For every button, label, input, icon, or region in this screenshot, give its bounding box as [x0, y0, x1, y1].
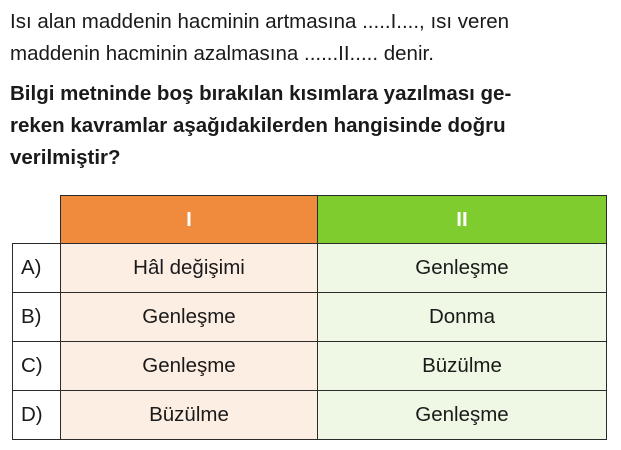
question-prompt [10, 78, 615, 174]
header-blank-cell [13, 196, 61, 244]
option-c-col-i: Genleşme [61, 342, 318, 391]
table-row[interactable] [13, 391, 607, 440]
table-row[interactable] [13, 293, 607, 342]
table-header-row [13, 196, 607, 244]
answer-options-table-wrapper [12, 195, 606, 440]
option-c-col-ii: Büzülme [318, 342, 607, 391]
question-stem [10, 6, 615, 70]
option-letter-b[interactable]: B) [13, 293, 61, 342]
prompt-line-2: reken kavramlar aşağıdakilerden hangisinde doğru [10, 114, 506, 137]
option-b-col-i: Genleşme [61, 293, 318, 342]
question-text [10, 6, 615, 174]
answer-options-table [12, 195, 607, 440]
prompt-line-1: Bilgi metninde boş bırakılan kısımlara yazılması ge- [10, 82, 512, 105]
header-col-ii: II [318, 196, 607, 244]
option-b-col-ii: Donma [318, 293, 607, 342]
option-letter-d[interactable]: D) [13, 391, 61, 440]
prompt-line-3: verilmiştir? [10, 146, 121, 169]
option-a-col-i: Hâl değişimi [61, 244, 318, 293]
stem-line-2: maddenin hacminin azalmasına ......II..... denir. [10, 42, 434, 65]
header-col-i: I [61, 196, 318, 244]
option-a-col-ii: Genleşme [318, 244, 607, 293]
option-d-col-ii: Genleşme [318, 391, 607, 440]
table-row[interactable] [13, 244, 607, 293]
option-letter-a[interactable]: A) [13, 244, 61, 293]
option-letter-c[interactable]: C) [13, 342, 61, 391]
option-d-col-i: Büzülme [61, 391, 318, 440]
table-row[interactable] [13, 342, 607, 391]
stem-line-1: Isı alan maddenin hacminin artmasına .....I...., ısı veren [10, 10, 510, 33]
